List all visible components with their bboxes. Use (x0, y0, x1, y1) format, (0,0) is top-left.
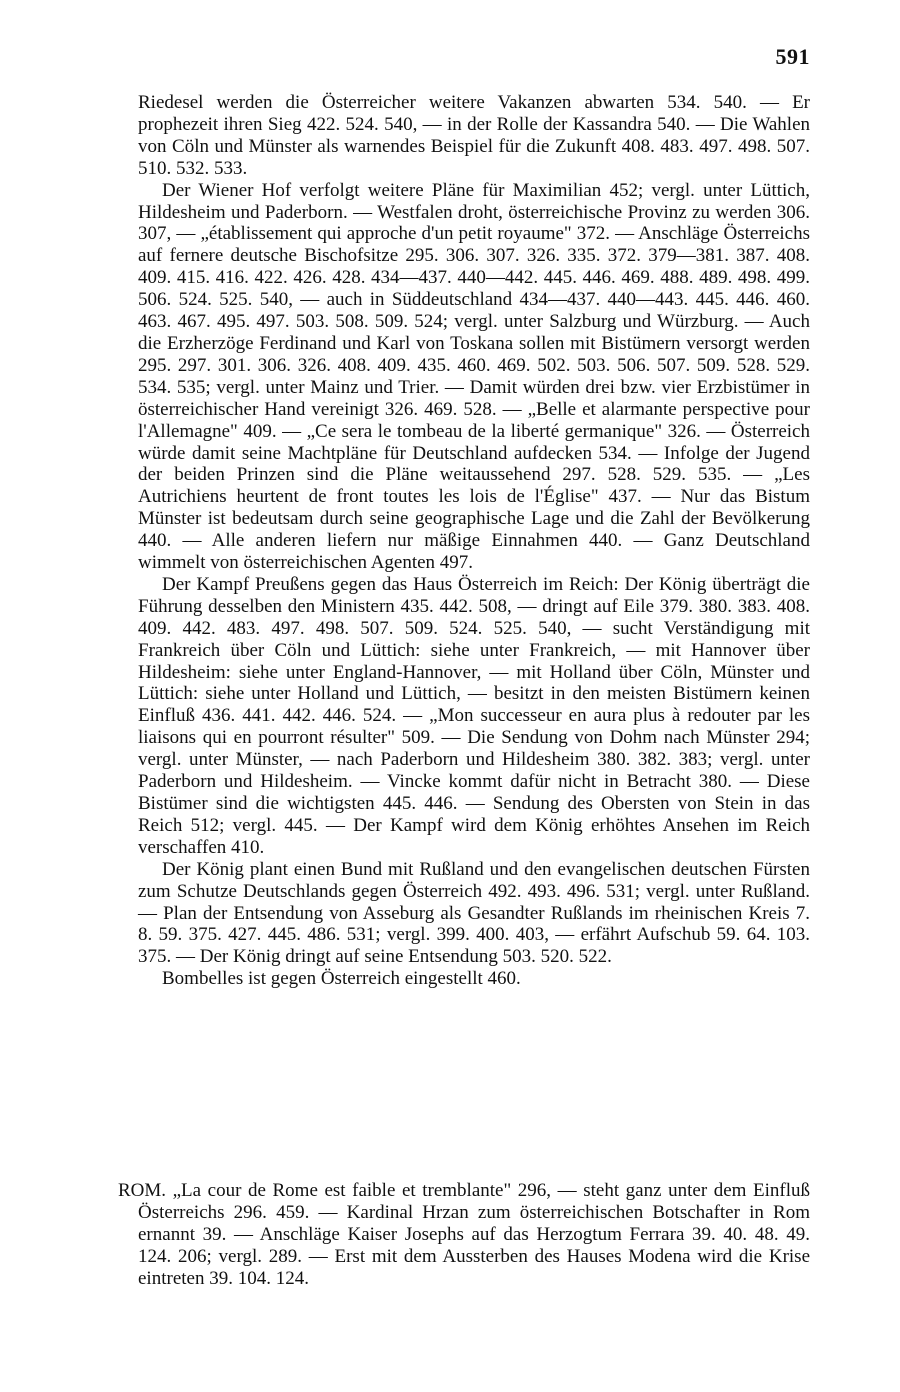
page-number: 591 (775, 44, 810, 69)
paragraph-kampf-preussens: Der Kampf Preußens gegen das Haus Österreich im Reich: Der König überträgt die Führung desselben den Ministern 435. 442. 508, — dringt auf Eile 379. 380. 383. 408. 409. 442. 483. 497. 498. 507. 509. 524. 525. 540, — sucht Verständigung mit Frankreich über Cöln und Lüttich: siehe unter Frankreich, — mit Hannover über Hildesheim: siehe unter England-Hannover, — mit Holland über Cöln, Münster und Lüttich: siehe unter Holland und Lüttich, — besitzt in den meisten Bistümern keinen Einfluß 436. 441. 442. 446. 524. — „Mon successeur en aura plus à redouter par les liaisons qui en pourront résulter" 509. — Die Sendung von Dohm nach Münster 294; vergl. unter Münster, — nach Paderborn und Hildesheim 380. 382. 383; vergl. unter Paderborn und Hildesheim. — Vincke kommt dafür nicht in Betracht 380. — Diese Bistümer sind die wichtigsten 445. 446. — Sendung des Obersten von Stein in das Reich 512; vergl. 445. — Der Kampf wird dem König erhöhtes Ansehen im Reich verschaffen 410. (138, 573, 810, 858)
index-entry-rom (118, 1180, 810, 1290)
paragraph-bombelles: Bombelles ist gegen Österreich eingestellt 460. (162, 968, 521, 990)
entry-rom-text: ROM. „La cour de Rome est faible et tremblante" 296, — steht ganz unter dem Einfluß Österreichs 296. 459. — Kardinal Hrzan zum österreichischen Botschafter in Rom ernannt 39. — Anschläge Kaiser Josephs auf das Herzogtum Ferrara 39. 40. 48. 49. 124. 206; vergl. 289. — Erst mit dem Aussterben des Hauses Modena wird die Krise eintreten 39. 104. 124. (118, 1180, 810, 1289)
paragraph-wiener-hof: Der Wiener Hof verfolgt weitere Pläne für Maximilian 452; vergl. unter Lüttich, Hildesheim und Paderborn. — Westfalen droht, österreichische Provinz zu werden 306. 307, — „établissement qui approche d'un petit royaume" 372. — Anschläge Österreichs auf fernere deutsche Bischofsitze 295. 306. 307. 326. 335. 372. 379—381. 387. 408. 409. 415. 416. 422. 426. 428. 434—437. 440—442. 445. 446. 469. 488. 489. 498. 499. 506. 524. 525. 540, — auch in Süddeutschland 434—437. 440—443. 445. 446. 460. 463. 467. 495. 497. 503. 508. 509. 524; vergl. unter Salzburg und Würzburg. — Auch die Erzherzöge Ferdinand und Karl von Toskana sollen mit Bistümern versorgt werden 295. 297. 301. 306. 326. 408. 409. 435. 460. 469. 502. 503. 506. 507. 509. 528. 529. 534. 535; vergl. unter Mainz und Trier. — Damit würden drei bzw. vier Erzbistümer in österreichischer Hand vereinigt 326. 469. 528. — „Belle et alarmante perspective pour l'Allemagne" 409. — „Ce sera le tombeau de la liberté germanique" 326. — Österreich würde damit seine Machtpläne für Deutschland aufdecken 534. — Infolge der Jugend der beiden Prinzen sind die Pläne weitaussehend 297. 528. 529. 535. — „Les Autrichiens heurtent de front toutes les lois de l'Église" 437. — Nur das Bistum Münster ist bedeutsam durch seine geographische Lage und die Zahl der Bevölkerung 440. — Alle anderen liefern nur mäßige Einnahmen 440. — Ganz Deutschland wimmelt von österreichischen Agenten 497. (138, 179, 810, 574)
paragraph-bund-russland: Der König plant einen Bund mit Rußland und den evangelischen deutschen Fürsten zum Schutze Deutschlands gegen Österreich 492. 493. 496. 531; vergl. unter Rußland. — Plan der Entsendung von Asseburg als Gesandter Rußlands im rheinischen Kreis 7. 8. 59. 375. 427. 445. 486. 531; vergl. 399. 400. 403, — erfährt Aufschub 59. 64. 103. 375. — Der König dringt auf seine Entsendung 503. 520. 522. (138, 858, 810, 968)
paragraph-riedesel: Riedesel werden die Österreicher weitere Vakanzen abwarten 534. 540. — Er prophezeit ihren Sieg 422. 524. 540, — in der Rolle der Kassandra 540. — Die Wahlen von Cöln und Münster als warnendes Beispiel für die Zukunft 408. 483. 497. 498. 507. 510. 532. 533. (138, 92, 810, 179)
index-continuation (138, 92, 810, 990)
